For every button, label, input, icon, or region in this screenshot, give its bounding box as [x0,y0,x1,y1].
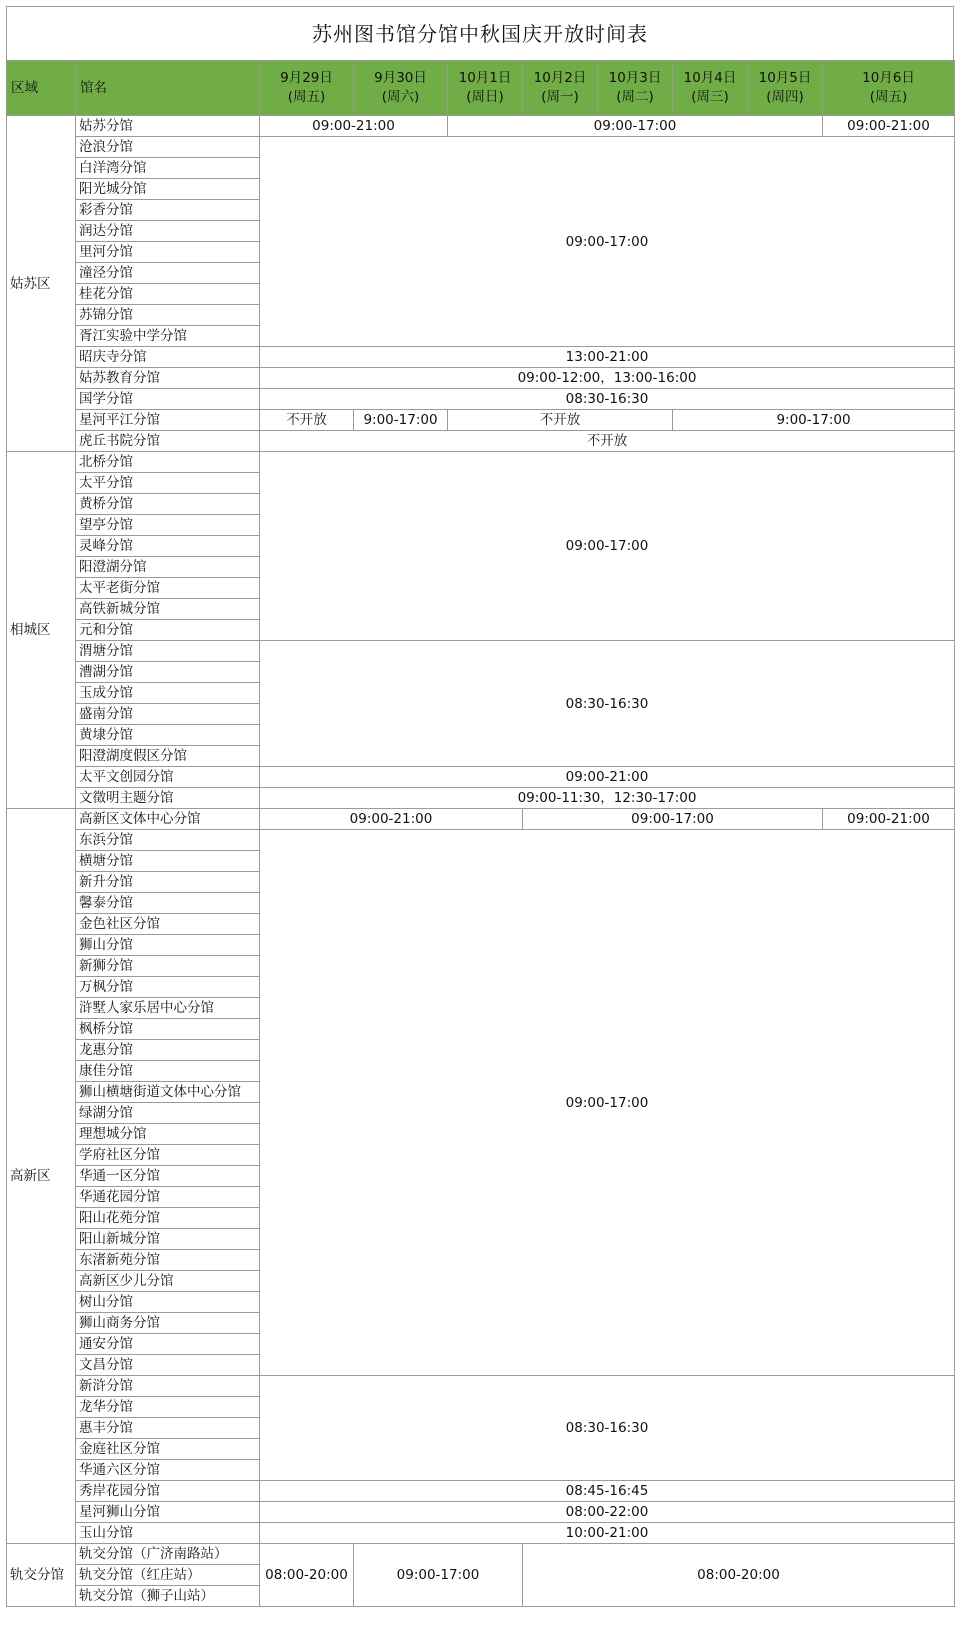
date-label: 10月3日 [608,70,662,86]
hours-cell: 09:00-21:00 [260,767,955,788]
date-header [748,61,823,116]
table-row [7,1481,955,1502]
table-row [7,452,955,473]
branch-name-cell: 阳光城分馆 [76,179,260,200]
hours-cell: 09:00-21:00 [823,116,955,137]
weekday-label: (周一) [541,89,579,105]
branch-name-cell: 金色社区分馆 [76,914,260,935]
table-row [7,410,955,431]
weekday-label: (周二) [616,89,654,105]
table-row [7,1523,955,1544]
branch-name-cell: 东渚新苑分馆 [76,1250,260,1271]
branch-name-cell: 通安分馆 [76,1334,260,1355]
district-cell: 相城区 [7,452,76,809]
branch-name-cell: 太平分馆 [76,473,260,494]
date-label: 10月6日 [862,70,915,86]
branch-name-cell: 狮山横塘街道文体中心分馆 [76,1082,260,1103]
branch-name-cell: 高新区少儿分馆 [76,1271,260,1292]
table-row [7,368,955,389]
hours-cell: 09:00-21:00 [823,809,955,830]
branch-name-cell: 阳山新城分馆 [76,1229,260,1250]
branch-name-cell: 华通一区分馆 [76,1166,260,1187]
table-row [7,1376,955,1397]
weekday-label: (周五) [287,89,326,105]
date-label: 10月1日 [458,70,512,86]
branch-name-cell: 万枫分馆 [76,977,260,998]
schedule-table [6,60,955,1607]
branch-name-cell: 黄桥分馆 [76,494,260,515]
schedule-body [7,116,955,1607]
branch-name-cell: 绿湖分馆 [76,1103,260,1124]
branch-name-cell: 沧浪分馆 [76,137,260,158]
district-cell: 高新区 [7,809,76,1544]
date-header [448,61,523,116]
date-header [354,61,448,116]
branch-name-cell: 华通花园分馆 [76,1187,260,1208]
table-row [7,809,955,830]
branch-name-cell: 灵峰分馆 [76,536,260,557]
branch-name-cell: 秀岸花园分馆 [76,1481,260,1502]
branch-name-cell: 浒墅人家乐居中心分馆 [76,998,260,1019]
branch-name-cell: 金庭社区分馆 [76,1439,260,1460]
table-row [7,641,955,662]
district-header: 区域 [7,61,76,116]
hours-cell: 09:00-21:00 [260,809,523,830]
hours-cell: 08:30-16:30 [260,1376,955,1481]
hours-cell: 09:00-17:00 [260,830,955,1376]
weekday-label: (周三) [691,89,729,105]
branch-name-cell: 北桥分馆 [76,452,260,473]
header-row [7,61,955,116]
date-header [523,61,598,116]
branch-name-cell: 苏锦分馆 [76,305,260,326]
branch-name-cell: 高铁新城分馆 [76,599,260,620]
hours-cell: 不开放 [260,410,354,431]
branch-name-cell: 轨交分馆（广济南路站） [76,1544,260,1565]
branch-name-cell: 太平老街分馆 [76,578,260,599]
hours-cell: 不开放 [448,410,673,431]
hours-cell: 08:30-16:30 [260,641,955,767]
table-row [7,767,955,788]
table-row [7,1544,955,1565]
district-cell: 姑苏区 [7,116,76,452]
branch-name-cell: 渭塘分馆 [76,641,260,662]
branch-name-cell: 华通六区分馆 [76,1460,260,1481]
branch-name-cell: 横塘分馆 [76,851,260,872]
table-row [7,347,955,368]
hours-cell: 09:00-17:00 [260,137,955,347]
table-row [7,788,955,809]
hours-cell: 08:00-22:00 [260,1502,955,1523]
hours-cell: 09:00-17:00 [523,809,823,830]
branch-name-cell: 元和分馆 [76,620,260,641]
date-header [673,61,748,116]
branch-name-cell: 国学分馆 [76,389,260,410]
branch-name-cell: 漕湖分馆 [76,662,260,683]
branch-name-cell: 新升分馆 [76,872,260,893]
branch-name-cell: 东浜分馆 [76,830,260,851]
hours-cell: 08:45-16:45 [260,1481,955,1502]
branch-name-cell: 枫桥分馆 [76,1019,260,1040]
branch-name-cell: 姑苏教育分馆 [76,368,260,389]
hours-cell: 08:30-16:30 [260,389,955,410]
branch-name-cell: 太平文创园分馆 [76,767,260,788]
hours-cell: 09:00-12:00，13:00-16:00 [260,368,955,389]
branch-name-cell: 康佳分馆 [76,1061,260,1082]
table-row [7,431,955,452]
branch-name-cell: 新狮分馆 [76,956,260,977]
branch-name-cell: 树山分馆 [76,1292,260,1313]
branch-name-cell: 轨交分馆（狮子山站） [76,1586,260,1607]
branch-name-cell: 狮山分馆 [76,935,260,956]
district-cell: 轨交分馆 [7,1544,76,1607]
branch-name-cell: 里河分馆 [76,242,260,263]
branch-name-cell: 新浒分馆 [76,1376,260,1397]
table-row [7,389,955,410]
branch-name-cell: 高新区文体中心分馆 [76,809,260,830]
hours-cell: 09:00-21:00 [260,116,448,137]
branch-name-cell: 学府社区分馆 [76,1145,260,1166]
branch-name-cell: 姑苏分馆 [76,116,260,137]
branch-name-cell: 潼泾分馆 [76,263,260,284]
hours-cell: 10:00-21:00 [260,1523,955,1544]
branch-name-cell: 理想城分馆 [76,1124,260,1145]
table-row [7,1502,955,1523]
hours-cell: 09:00-17:00 [448,116,823,137]
hours-cell: 08:00-20:00 [260,1544,354,1607]
branch-name-cell: 阳山花苑分馆 [76,1208,260,1229]
hours-cell: 9:00-17:00 [673,410,955,431]
date-header [260,61,354,116]
branch-name-cell: 黄埭分馆 [76,725,260,746]
branch-name-cell: 白洋湾分馆 [76,158,260,179]
hours-cell: 9:00-17:00 [354,410,448,431]
date-label: 10月4日 [683,70,737,86]
branch-name-cell: 馨泰分馆 [76,893,260,914]
table-row [7,830,955,851]
hours-cell: 09:00-17:00 [354,1544,523,1607]
table-row [7,137,955,158]
branch-name-cell: 惠丰分馆 [76,1418,260,1439]
branch-name-cell: 阳澄湖度假区分馆 [76,746,260,767]
hours-cell: 13:00-21:00 [260,347,955,368]
date-label: 9月29日 [280,70,333,86]
weekday-label: (周五) [869,89,908,105]
date-label: 10月5日 [758,70,812,86]
date-header [598,61,673,116]
hours-cell: 09:00-11:30，12:30-17:00 [260,788,955,809]
weekday-label: (周四) [766,89,804,105]
branch-name-cell: 彩香分馆 [76,200,260,221]
branch-name-cell: 望亭分馆 [76,515,260,536]
branch-name-cell: 轨交分馆（红庄站） [76,1565,260,1586]
weekday-label: (周六) [381,89,420,105]
date-header [823,61,955,116]
branch-name-cell: 文徵明主题分馆 [76,788,260,809]
schedule-document [6,6,954,1607]
branch-name-cell: 盛南分馆 [76,704,260,725]
table-row [7,116,955,137]
branch-name-cell: 玉山分馆 [76,1523,260,1544]
page-title: 苏州图书馆分馆中秋国庆开放时间表 [6,6,954,60]
branch-name-cell: 虎丘书院分馆 [76,431,260,452]
branch-name-cell: 胥江实验中学分馆 [76,326,260,347]
branch-name-cell: 文昌分馆 [76,1355,260,1376]
branch-name-cell: 桂花分馆 [76,284,260,305]
name-header: 馆名 [76,61,260,116]
branch-name-cell: 昭庆寺分馆 [76,347,260,368]
branch-name-cell: 狮山商务分馆 [76,1313,260,1334]
hours-cell: 不开放 [260,431,955,452]
hours-cell: 09:00-17:00 [260,452,955,641]
branch-name-cell: 润达分馆 [76,221,260,242]
date-label: 10月2日 [533,70,587,86]
branch-name-cell: 龙惠分馆 [76,1040,260,1061]
branch-name-cell: 星河平江分馆 [76,410,260,431]
date-label: 9月30日 [374,70,427,86]
branch-name-cell: 阳澄湖分馆 [76,557,260,578]
weekday-label: (周日) [466,89,504,105]
branch-name-cell: 龙华分馆 [76,1397,260,1418]
branch-name-cell: 玉成分馆 [76,683,260,704]
hours-cell: 08:00-20:00 [523,1544,955,1607]
branch-name-cell: 星河狮山分馆 [76,1502,260,1523]
